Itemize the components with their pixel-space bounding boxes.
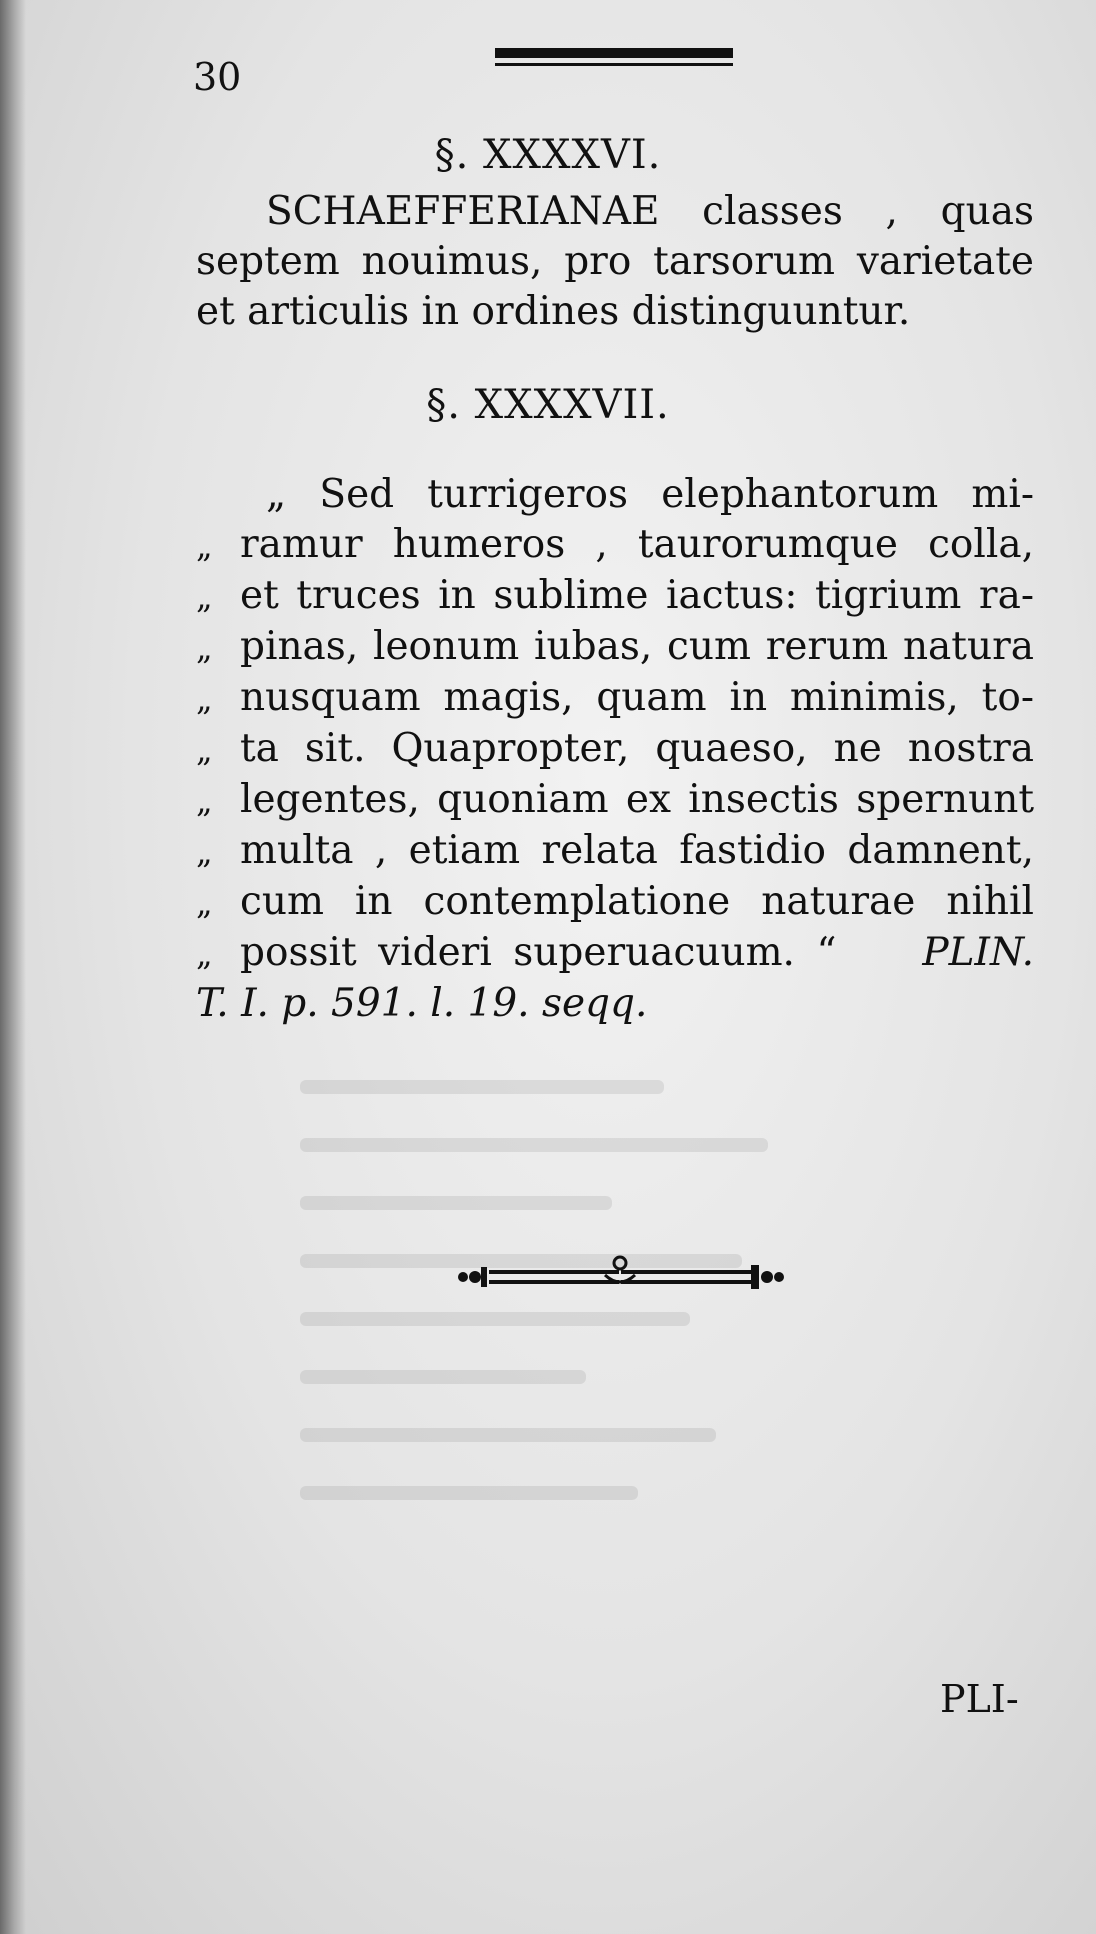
quote-line: ta sit. Quapropter, quaeso, ne nostra xyxy=(240,726,1034,771)
quote-line-wrapper xyxy=(196,520,1034,571)
quote-line: ramur humeros , taurorumque colla, xyxy=(240,522,1034,567)
quote-mark: „ xyxy=(196,884,213,922)
quote-line: possit videri superuacuum. “ xyxy=(240,930,837,975)
quote-line: „ Sed turrigeros elephantorum mi- xyxy=(266,472,1034,517)
quote-line: pinas, leonum iubas, cum rerum natura xyxy=(240,624,1034,669)
quote-mark: „ xyxy=(196,578,213,616)
quote-mark: „ xyxy=(196,782,213,820)
section-xxxxvi-paragraph xyxy=(196,187,1034,337)
pliny-quotation xyxy=(196,470,1034,1029)
quote-line: legentes, quoniam ex insectis spernunt xyxy=(240,777,1034,822)
quote-mark: „ xyxy=(196,935,213,973)
quote-line-wrapper xyxy=(196,622,1034,673)
ornament-divider-icon xyxy=(455,1255,785,1295)
bleed-through-text xyxy=(300,1080,820,1620)
quote-mark: „ xyxy=(196,629,213,667)
quote-mark: „ xyxy=(196,731,213,769)
quote-line-wrapper xyxy=(196,775,1034,826)
quote-line-wrapper xyxy=(196,826,1034,877)
page-edge-shadow xyxy=(0,0,26,1934)
quote-line-wrapper xyxy=(196,673,1034,724)
citation-author: PLIN. xyxy=(922,930,1034,975)
quote-line: et truces in sublime iactus: tigrium ra- xyxy=(240,573,1034,618)
quote-mark: „ xyxy=(196,680,213,718)
catchword: PLI- xyxy=(940,1677,1019,1721)
page-number: 30 xyxy=(193,55,242,99)
quote-line: multa , etiam relata fastidio damnent, xyxy=(240,828,1034,873)
quote-mark: „ xyxy=(196,527,213,565)
quote-line: cum in contemplatione naturae nihil xyxy=(240,879,1034,924)
paragraph-line: septem nouimus, pro tarsorum varietate xyxy=(196,239,1034,284)
quote-line-wrapper xyxy=(196,571,1034,622)
quote-line-wrapper xyxy=(196,877,1034,928)
quote-line-wrapper xyxy=(196,724,1034,775)
header-rule xyxy=(495,48,733,66)
quote-line-wrapper xyxy=(196,928,1034,979)
section-heading-xxxxvii: §. XXXXVII. xyxy=(426,382,670,428)
citation-reference: T. I. p. 591. l. 19. seqq. xyxy=(196,981,648,1026)
section-heading-xxxxvi: §. XXXXVI. xyxy=(434,132,662,178)
quote-mark: „ xyxy=(196,833,213,871)
paragraph-line: et articulis in ordines distinguuntur. xyxy=(196,289,911,334)
paragraph-line: SCHAEFFERIANAE classes , quas xyxy=(266,189,1034,234)
quote-line: nusquam magis, quam in minimis, to- xyxy=(240,675,1034,720)
